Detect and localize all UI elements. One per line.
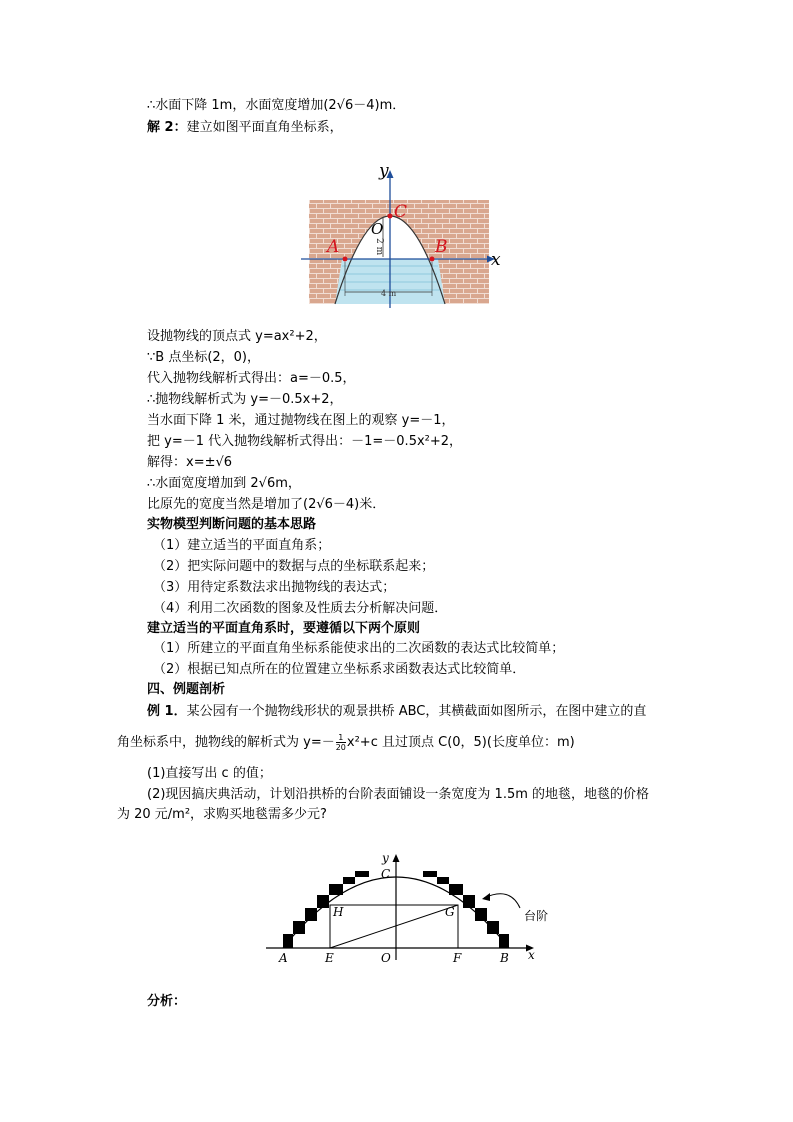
text-fragment: x²+c 且过顶点 C(0，5)(长度单位：m) xyxy=(346,735,575,750)
list-item: （1）建立适当的平面直角系； xyxy=(153,538,331,553)
label-B: B xyxy=(500,951,509,965)
list-item: （3）用待定系数法求出抛物线的表达式； xyxy=(153,580,396,595)
text-line: ∴水面宽度增加到 2√6m， xyxy=(147,476,301,491)
list-item: （2）根据已知点所在的位置建立坐标系求函数表达式比较简单． xyxy=(153,662,526,677)
figure-bridge-parabola xyxy=(295,158,515,308)
label-G: G xyxy=(445,905,455,919)
question-2-cont: 为 20 元/m²，求购买地毯需多少元? xyxy=(117,807,327,822)
list-item: （4）利用二次函数的图象及性质去分析解决问题． xyxy=(153,601,448,616)
question-2: (2)现因搞庆典活动，计划沿拱桥的台阶表面铺设一条宽度为 1.5m 的地毯，地毯的价格 xyxy=(147,787,650,802)
list-item: （1）所建立的平面直角坐标系能使求出的二次函数的表达式比较简单； xyxy=(153,641,565,656)
text-line: 设抛物线的顶点式 y=ax²+2， xyxy=(147,329,327,344)
label-A: A xyxy=(279,951,288,965)
dim-width: 4 m xyxy=(381,289,397,298)
text-line: ∴抛物线解析式为 y=－0.5x+2， xyxy=(147,392,343,407)
label-A: A xyxy=(327,237,340,257)
section-heading: 建立适当的平面直角系时，要遵循以下两个原则 xyxy=(147,621,421,636)
label-x: x xyxy=(528,948,535,962)
solution2-heading xyxy=(147,119,343,137)
solution2-label: 解 2： xyxy=(147,120,187,135)
steps-right xyxy=(423,871,509,948)
label-C: C xyxy=(381,867,391,881)
example-text: 某公园有一个抛物线形状的观景拱桥 ABC，其横截面如图所示，在图中建立的直 xyxy=(186,704,647,719)
steps-left xyxy=(283,871,369,948)
label-F: F xyxy=(453,951,462,965)
example-line-2 xyxy=(117,733,575,752)
section-heading: 实物模型判断问题的基本思路 xyxy=(147,517,317,532)
text-line: 代入抛物线解析式得出：a=－0.5， xyxy=(147,371,356,386)
example-line xyxy=(147,703,646,721)
label-step: 台阶 xyxy=(524,909,549,923)
fraction-denominator: 20 xyxy=(335,743,346,752)
section-heading: 四、例题剖析 xyxy=(147,682,226,697)
fraction-numerator: 1 xyxy=(336,733,346,743)
label-O: O xyxy=(371,220,384,238)
text-line: ∵B 点坐标(2，0)， xyxy=(147,350,261,365)
text-line: ∴水面下降 1m，水面宽度增加(2√6－4)m． xyxy=(147,98,406,113)
label-y: y xyxy=(382,851,389,865)
text-line: 把 y=－1 代入抛物线解析式得出：－1=－0.5x²+2， xyxy=(147,434,463,449)
label-O: O xyxy=(381,951,391,965)
analysis-heading: 分析： xyxy=(147,994,187,1009)
list-item: （2）把实际问题中的数据与点的坐标联系起来； xyxy=(153,559,435,574)
label-y: y xyxy=(379,161,389,181)
figure-stepped-bridge xyxy=(262,848,552,968)
label-E: E xyxy=(325,951,334,965)
label-H: H xyxy=(333,905,344,919)
dim-height: 2 m xyxy=(374,238,384,256)
text-fragment: 角坐标系中，抛物线的解析式为 y=－ xyxy=(117,735,335,750)
diagonal-EG xyxy=(330,905,458,948)
text-line: 解得：x=±√6 xyxy=(147,455,233,470)
example-label: 例 1． xyxy=(147,704,187,719)
text-line: 比原先的宽度当然是增加了(2√6－4)米． xyxy=(147,497,386,512)
label-B: B xyxy=(435,237,448,257)
solution2-text: 建立如图平面直角坐标系， xyxy=(186,120,343,135)
label-x: x xyxy=(491,250,501,270)
label-C: C xyxy=(394,202,408,222)
fraction xyxy=(336,733,346,752)
question-1: (1)直接写出 c 的值； xyxy=(147,766,272,781)
text-line: 当水面下降 1 米，通过抛物线在图上的观察 y=－1， xyxy=(147,413,455,428)
